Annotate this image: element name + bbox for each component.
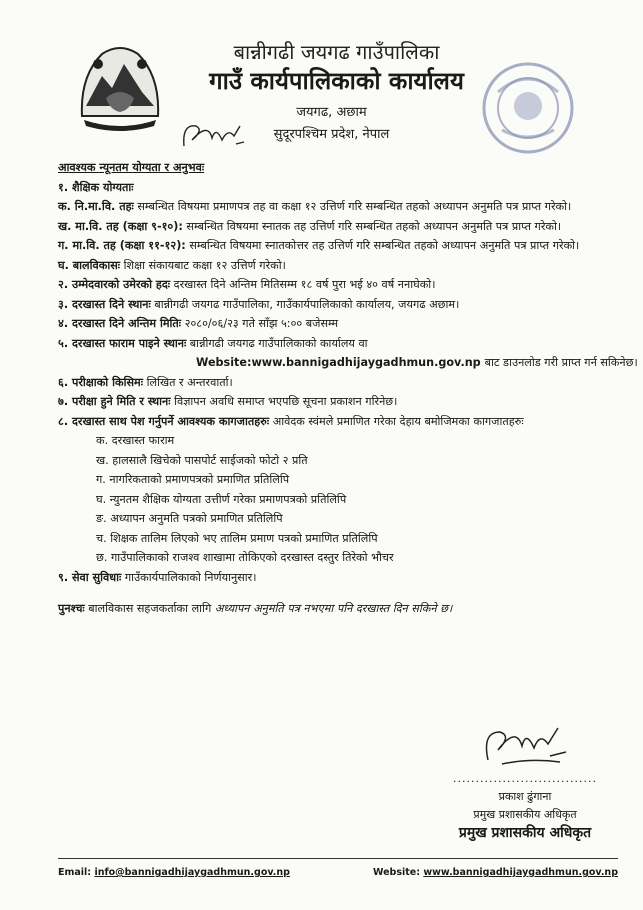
item-exam: ६. परीक्षाको किसिमः लिखित र अन्तरवार्ता। bbox=[58, 375, 233, 389]
qualification-gh: घ. बालविकासः शिक्षा संकायबाट कक्षा १२ उत्तिर्ण गरेको। bbox=[58, 258, 286, 272]
document-item: ख. हालसालै खिचेको पासपोर्ट साईजको फोटो २ प्रति bbox=[96, 453, 308, 467]
footer-website: Website: www.bannigadhijaygadhmun.gov.np bbox=[372, 867, 618, 878]
municipality-name: बान्नीगढी जयगढ गाउँपालिका bbox=[233, 40, 440, 64]
item-form: ५. दरखास्त फाराम पाइने स्थानः बान्नीगढी जयगढ गाउँपालिकाको कार्यालय वा bbox=[58, 336, 368, 350]
item-date: ४. दरखास्त दिने अन्तिम मितिः २०८०/०६/२३ गते साँझ ५:०० बजेसम्म bbox=[58, 317, 339, 330]
document-item: घ. न्युनतम शैक्षिक योग्यता उत्तीर्ण गरेका प्रमाणपत्रको प्रतिलिपि bbox=[96, 492, 347, 506]
document-item: ङ. अध्यापन अनुमति पत्रको प्रमाणित प्रतिलिपि bbox=[96, 512, 283, 525]
notice-body bbox=[58, 158, 638, 619]
office-province: सुदूरपश्चिम प्रदेश, नेपाल bbox=[273, 127, 390, 142]
document-list bbox=[58, 431, 618, 568]
signatory-name: प्रकाश ढुंगाना bbox=[498, 790, 552, 803]
signatory-block bbox=[440, 770, 610, 842]
postscript-note: पुनश्चः बालविकास सहजकर्ताका लागि अध्यापन अनुमति पत्र नभएमा पनि दरखास्त दिन सकिने छ। bbox=[58, 602, 453, 615]
qualification-title: १. शैक्षिक योग्यताः bbox=[58, 180, 134, 194]
item-form-website: Website:www.bannigadhijaygadhmun.gov.np बाट डाउनलोड गरी प्राप्त गर्न सकिनेछ। bbox=[196, 356, 638, 369]
document-item: ग. नागरिकताको प्रमाणपत्रको प्रमाणित प्रतिलिपि bbox=[96, 473, 290, 486]
document-item: क. दरखास्त फाराम bbox=[96, 434, 175, 447]
document-item: छ. गाउँपालिकाको राजश्व शाखामा तोकिएको दरखास्त दस्तुर तिरेको भौचर bbox=[96, 551, 394, 564]
office-place: जयगढ, अछाम bbox=[296, 105, 367, 120]
signature-line: ................................ bbox=[453, 772, 597, 785]
item-service: ९. सेवा सुविधाः गाउँकार्यपालिकाको निर्णयानुसार। bbox=[58, 570, 257, 584]
signatory-title: प्रमुख प्रशासकीय अधिकृत bbox=[473, 808, 577, 821]
officer-signature bbox=[480, 720, 572, 772]
qualification-k: क. नि.मा.वि. तहः सम्बन्धित विषयमा प्रमाणपत्र तह वा कक्षा १२ उत्तिर्ण गरि सम्बन्धित तहको अध्यापन अनुमति पत्र प्राप्त गरेको। bbox=[58, 200, 572, 213]
footer-website-link[interactable]: www.bannigadhijaygadhmun.gov.np bbox=[423, 867, 618, 878]
qualification-kh: ख. मा.वि. तह (कक्षा ९-१०): सम्बन्धित विषयमा स्नातक तह उत्तिर्ण गरि सम्बन्धित तहको अध्यापन अनुमति पत्र प्राप्त गरेको। bbox=[58, 219, 562, 233]
email-link[interactable]: info@bannigadhijaygadhmun.gov.np bbox=[94, 867, 290, 878]
qualification-g: ग. मा.वि. तह (कक्षा ११-१२): सम्बन्धित विषयमा स्नातकोत्तर तह उत्तिर्ण गरि सम्बन्धित तहको अध्यापन अनुमति पत्र प्राप्त गरेको। bbox=[58, 239, 580, 252]
website-link[interactable]: Website:www.bannigadhijaygadhmun.gov.np bbox=[196, 356, 481, 369]
section-title: आवश्यक न्यूनतम योग्यता र अनुभवः bbox=[58, 161, 205, 174]
office-name: गाउँ कार्यपालिकाको कार्यालय bbox=[209, 67, 464, 95]
item-examdate: ७. परीक्षा हुने मिति र स्थानः विज्ञापन अवधि समाप्त भएपछि सूचना प्रकाशन गरिनेछ। bbox=[58, 395, 398, 408]
item-place: ३. दरखास्त दिने स्थानः बान्नीगढी जयगढ गाउँपालिका, गाउँकार्यपालिकाको कार्यालय, जयगढ अछाम। bbox=[58, 297, 460, 311]
item-age: २. उम्मेदवारको उमेरको हदः दरखास्त दिने अन्तिम मितिसम्म १८ वर्ष पुरा भई ४० वर्ष ननाघेको। bbox=[58, 278, 436, 291]
footer-email: Email: info@bannigadhijaygadhmun.gov.np bbox=[58, 867, 290, 878]
designation-stamp: प्रमुख प्रशासकीय अधिकृत bbox=[458, 825, 592, 841]
document-item: च. शिक्षक तालिम लिएको भए तालिम प्रमाण पत्रको प्रमाणित प्रतिलिपि bbox=[96, 531, 378, 545]
item-docs: ८. दरखास्त साथ पेश गर्नुपर्ने आवश्यक कागजातहरुः आवेदक स्वंमले प्रमाणित गरेका देहाय बमोजिमका कागजातहरुः bbox=[58, 414, 524, 428]
footer bbox=[58, 858, 618, 878]
